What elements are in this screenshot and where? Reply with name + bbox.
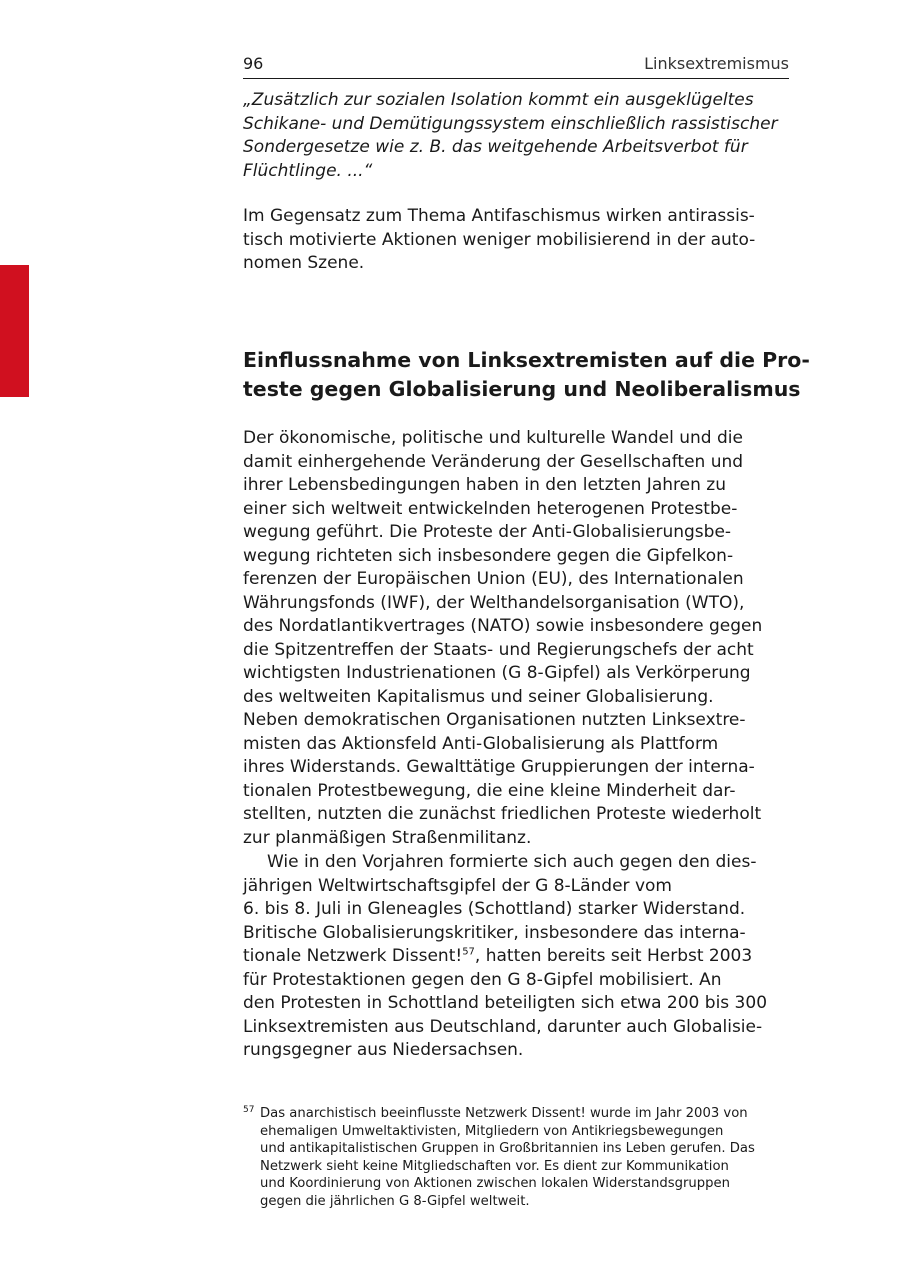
text-line: ihres Widerstands. Gewalttätige Gruppierungen der interna- xyxy=(243,757,755,777)
text-line: Währungsfonds (IWF), der Welthandelsorganisation (WTO), xyxy=(243,592,745,613)
page-number: 96 xyxy=(243,54,264,73)
footnote-line: und Koordinierung von Aktionen zwischen lokalen Widerstandsgruppen xyxy=(260,1176,730,1192)
footnote-number: 57 xyxy=(243,1105,255,1115)
text-line: zur planmäßigen Straßenmilitanz. xyxy=(243,827,532,848)
footnote-line: und antikapitalistischen Gruppen in Großbritannien ins Leben gerufen. Das xyxy=(260,1141,755,1157)
text-line: rungsgegner aus Niedersachsen. xyxy=(243,1040,524,1060)
text-line: Linksextremisten aus Deutschland, darunter auch Globalisie- xyxy=(243,1016,763,1037)
quote-line: Schikane- und Demütigungssystem einschließlich rassistischer xyxy=(243,113,778,134)
text-line: 6. bis 8. Juli in Gleneagles (Schottland) starker Widerstand. xyxy=(243,899,746,919)
text-line: tionalen Protestbewegung, die eine kleine Minderheit dar- xyxy=(243,780,736,801)
text-line: den Protesten in Schottland beteiligten sich etwa 200 bis 300 xyxy=(243,993,768,1013)
text-segment: tionale Netzwerk Dissent! xyxy=(243,946,463,966)
heading-line: teste gegen Globalisierung und Neoliberalismus xyxy=(243,377,801,401)
text-line: Im Gegensatz zum Thema Antifaschismus wirken antirassis- xyxy=(243,206,755,226)
text-line: wegung geführt. Die Proteste der Anti-Globalisierungsbe- xyxy=(243,522,732,542)
text-line: ferenzen der Europäischen Union (EU), des Internationalen xyxy=(243,569,744,589)
footnote-text xyxy=(260,1105,789,1211)
quote-line: Sondergesetze wie z. B. das weitgehende Arbeitsverbot für xyxy=(243,137,748,157)
text-line: stellten, nutzten die zunächst friedlichen Proteste wiederholt xyxy=(243,804,762,824)
text-line: jährigen Weltwirtschaftsgipfel der G 8-Länder vom xyxy=(243,875,672,896)
text-line: Wie in den Vorjahren formierte sich auch gegen den dies- xyxy=(267,852,757,872)
chapter-color-tab xyxy=(0,265,29,397)
footnote-line: ehemaligen Umweltaktivisten, Mitgliedern von Antikriegsbewegungen xyxy=(260,1123,724,1139)
text-line: ihrer Lebensbedingungen haben in den letzten Jahren zu xyxy=(243,475,726,495)
quote-block xyxy=(243,89,789,183)
heading-line: Einflussnahme von Linksextremisten auf die Pro- xyxy=(243,348,810,372)
footnote-line: gegen die jährlichen G 8-Gipfel weltweit. xyxy=(260,1193,530,1209)
quote-line: „Zusätzlich zur sozialen Isolation kommt ein ausgeklügeltes xyxy=(243,90,754,110)
text-line: einer sich weltweit entwickelnden heterogenen Protestbe- xyxy=(243,498,738,519)
text-line: wegung richteten sich insbesondere gegen die Gipfelkon- xyxy=(243,545,734,566)
footnote-line: Das anarchistisch beeinflusste Netzwerk Dissent! wurde im Jahr 2003 von xyxy=(260,1106,748,1121)
text-line xyxy=(243,945,789,969)
body-paragraph-2 xyxy=(243,851,789,1063)
text-line: nomen Szene. xyxy=(243,253,365,273)
text-line: misten das Aktionsfeld Anti-Globalisierung als Plattform xyxy=(243,733,719,754)
text-line: wichtigsten Industrienationen (G 8-Gipfel) als Verkörperung xyxy=(243,663,751,683)
intro-paragraph xyxy=(243,205,789,276)
text-segment: , hatten bereits seit Herbst 2003 xyxy=(474,946,753,966)
section-heading xyxy=(243,346,810,404)
text-line: damit einhergehende Veränderung der Gesellschaften und xyxy=(243,451,744,472)
running-head: Linksextremismus xyxy=(644,54,789,73)
footnote-line: Netzwerk sieht keine Mitgliedschaften vor. Es dient zur Kommunikation xyxy=(260,1158,729,1174)
text-line: Britische Globalisierungskritiker, insbesondere das interna- xyxy=(243,922,746,943)
text-line: tisch motivierte Aktionen weniger mobilisierend in der auto- xyxy=(243,229,756,250)
text-line: die Spitzentreffen der Staats- und Regierungschefs der acht xyxy=(243,639,754,660)
text-line: des weltweiten Kapitalismus und seiner Globalisierung. xyxy=(243,686,714,707)
page-header xyxy=(243,52,789,79)
body-paragraph-1 xyxy=(243,427,789,850)
footnote-reference[interactable]: 57 xyxy=(462,946,475,958)
text-line: des Nordatlantikvertrages (NATO) sowie insbesondere gegen xyxy=(243,616,763,636)
text-line: für Protestaktionen gegen den G 8-Gipfel mobilisiert. An xyxy=(243,969,722,990)
quote-line: Flüchtlinge. ...“ xyxy=(243,160,373,181)
text-line: Der ökonomische, politische und kulturelle Wandel und die xyxy=(243,428,743,448)
text-line: Neben demokratischen Organisationen nutzten Linksextre- xyxy=(243,710,746,730)
